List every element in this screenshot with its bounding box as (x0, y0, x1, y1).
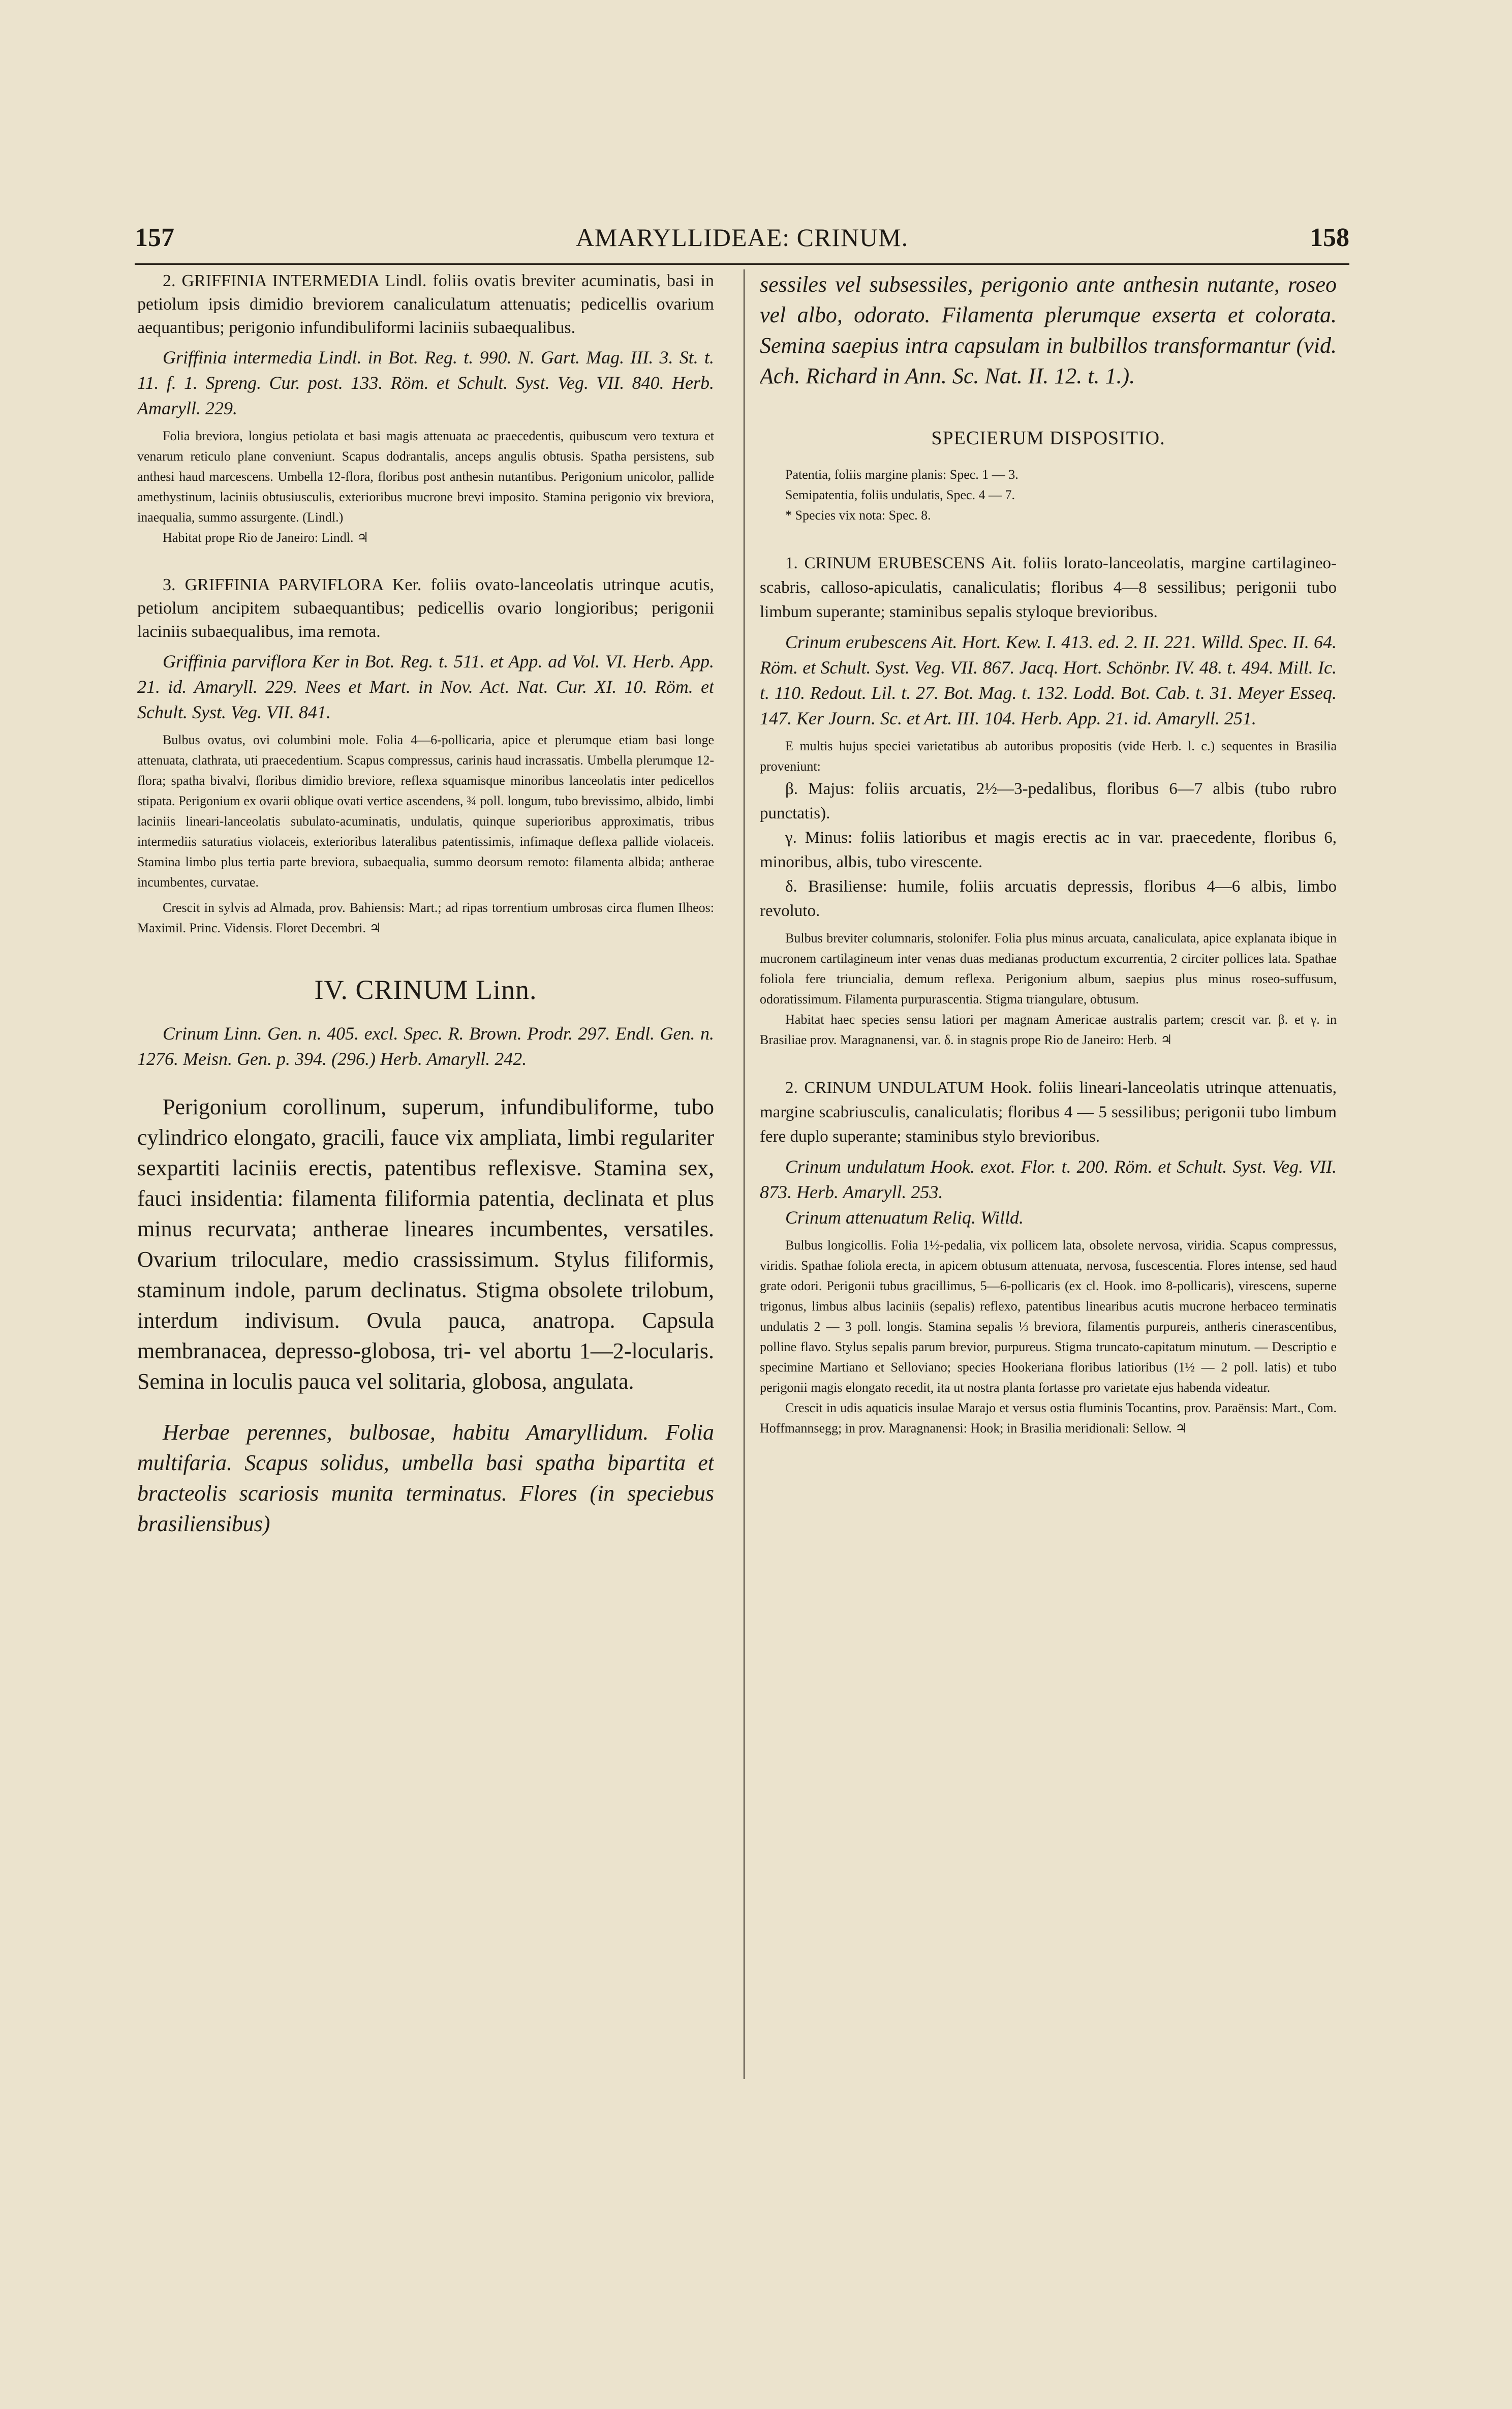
paragraph: 3. GRIFFINIA PARVIFLORA Ker. foliis ovato-lanceolatis utrinque acutis, petiolum ancipitem subaequantibus; pedicellis ovario longioribus; perigonii laciniis subaequalibus, ima remota. (137, 575, 714, 641)
paragraph: Bulbus breviter columnaris, stolonifer. Folia plus minus arcuata, canaliculata, apice explanata ibique in mucronem cartilagineum inter venas duas medianas productum excurrentia, 2 circiter pollices lata. Spathae foliola fere triuncialia, demum reflexa. Perigonium album, saepius plus minus roseo-suffusum, odoratissimum. Filamenta purpurascentia. Stigma triangulare, obtusum. (760, 931, 1337, 1007)
paragraph: Crinum attenuatum Reliq. Willd. (785, 1207, 1024, 1228)
column-divider (744, 269, 745, 2079)
section-heading: IV. CRINUM Linn. (314, 974, 537, 1005)
paragraph: 1. CRINUM ERUBESCENS Ait. foliis lorato-lanceolatis, margine cartilagineo-scabris, calloso-apiculatis, canaliculatis; floribus 4—8 sessilibus; perigonii tubo limbum superante; staminibus sepalis styloque brevioribus. (760, 554, 1337, 621)
paragraph: Griffinia parviflora Ker in Bot. Reg. t. 511. et App. ad Vol. VI. Herb. App. 21. id. Amaryll. 229. Nees et Mart. in Nov. Act. Nat. Cur. XI. 10. Röm. et Schult. Syst. Veg. VII. 841. (137, 651, 714, 722)
paragraph: Herbae perennes, bulbosae, habitu Amaryllidum. Folia multifaria. Scapus solidus, umbella basi spatha bipartita et bracteolis scariosis munita terminatus. Flores (in speciebus brasiliensibus) (137, 1420, 714, 1536)
paragraph: Bulbus ovatus, ovi columbini mole. Folia 4—6-pollicaria, apice et plerumque etiam basi longe attenuata, clathrata, uti praecedentium. Scapus compressus, carinis haud incrassatis. Umbella plerumque 12-flora; spatha bivalvi, floribus dimidio breviore, reflexa squamisque minoribus lanceolatis inter pedicellos stipata. Perigonium ex ovarii oblique ovati vertice ascendens, ¾ poll. longum, tubo brevissimo, albido, limbi laciniis lineari-lanceolatis subulato-acuminatis, undulatis, quinque superioribus approximatis, tribus intermediis saturatius violaceis, exterioribus lateralibus patentissimis, infimaque deflexa pallide violaceis. Stamina limbo plus tertia parte breviora, subaequalia, summo deorsum remoto: filamenta albida; antherae incumbentes, curvatae. (137, 733, 714, 890)
running-header (135, 223, 1349, 258)
paragraph: Crescit in sylvis ad Almada, prov. Bahiensis: Mart.; ad ripas torrentium umbrosas circa flumen Ilheos: Maximil. Princ. Vidensis. Floret Decembri. ♃ (137, 900, 714, 935)
paragraph: Patentia, foliis margine planis: Spec. 1 — 3. (785, 467, 1019, 482)
right-page-number: 158 (1310, 223, 1349, 252)
paragraph: δ. Brasiliense: humile, foliis arcuatis depressis, floribus 4—6 albis, limbo revoluto. (760, 877, 1337, 920)
header-rule (135, 263, 1349, 265)
paragraph: Crinum Linn. Gen. n. 405. excl. Spec. R. Brown. Prodr. 297. Endl. Gen. n. 1276. Meisn. Gen. p. 394. (296.) Herb. Amaryll. 242. (137, 1023, 714, 1069)
left-page-number: 157 (135, 223, 174, 252)
paragraph: 2. CRINUM UNDULATUM Hook. foliis lineari-lanceolatis utrinque attenuatis, margine scabriusculis, canaliculatis; floribus 4 — 5 sessilibus; perigonii tubo limbum fere duplo superante; staminibus stylo brevioribus. (760, 1079, 1337, 1146)
running-title: AMARYLLIDEAE: CRINUM. (575, 223, 909, 252)
paragraph: * Species vix nota: Spec. 8. (785, 508, 931, 523)
paragraph: Crinum undulatum Hook. exot. Flor. t. 200. Röm. et Schult. Syst. Veg. VII. 873. Herb. Amaryll. 253. (760, 1156, 1337, 1202)
paragraph: Semipatentia, foliis undulatis, Spec. 4 — 7. (785, 487, 1015, 502)
right-column (760, 269, 1337, 2242)
paragraph: Crinum erubescens Ait. Hort. Kew. I. 413. ed. 2. II. 221. Willd. Spec. II. 64. Röm. et Schult. Syst. Veg. VII. 867. Jacq. Hort. Schönbr. IV. 48. t. 494. Mill. Ic. t. 110. Redout. Lil. t. 27. Bot. Mag. t. 132. Lodd. Bot. Cab. t. 31. Meyer Esseq. 147. Ker Journ. Sc. et Art. III. 104. Herb. App. 21. id. Amaryll. 251. (760, 632, 1337, 728)
paragraph: Crescit in udis aquaticis insulae Marajo et versus ostia fluminis Tocantins, prov. Paraënsis: Mart., Com. Hoffmannsegg; in prov. Maragnanensi: Hook; in Brasilia meridionali: Sellow. ♃ (760, 1400, 1337, 1436)
paragraph: Habitat prope Rio de Janeiro: Lindl. ♃ (163, 530, 369, 545)
paragraph: 2. GRIFFINIA INTERMEDIA Lindl. foliis ovatis breviter acuminatis, basi in petiolum ipsis dimidio breviorem canaliculatum attenuatis; pedicellis ovarium aequantibus; perigonio infundibuliformi laciniis subaequalibus. (137, 271, 714, 337)
paragraph: Perigonium corollinum, superum, infundibuliforme, tubo cylindrico elongato, gracili, fauce vix ampliata, limbi regulariter sexpartiti laciniis erectis, patentibus reflexisve. Stamina sex, fauci insidentia: filamenta filiformia patentia, declinata et plus minus recurvata; antherae lineares incumbentes, versatiles. Ovarium triloculare, medio crassissimum. Stylus filiformis, staminum indole, parum declinatus. Stigma obsolete trilobum, interdum indivisum. Ovula pauca, anatropa. Capsula membranacea, depresso-globosa, tri- vel abortu 1—2-locularis. Semina in loculis pauca vel solitaria, globosa, angulata. (137, 1094, 714, 1394)
left-column (137, 269, 714, 2237)
paragraph: sessiles vel subsessiles, perigonio ante anthesin nutante, roseo vel albo, odorato. Filamenta plerumque exserta et colorata. Semina saepius intra capsulam in bulbillos transformantur (vid. Ach. Richard in Ann. Sc. Nat. II. 12. t. 1.). (760, 272, 1337, 388)
section-heading: SPECIERUM DISPOSITIO. (931, 428, 1165, 449)
paragraph: Folia breviora, longius petiolata et basi magis attenuata ac praecedentis, quibuscum vero textura et venarum reticulo plane conveniunt. Scapus dodrantalis, anceps angulis obtusis. Spatha persistens, sub anthesi haud marcescens. Umbella 12-flora, floribus post anthesin nutantibus. Perigonium unicolor, pallide amethystinum, laciniis obtusiusculis, exterioribus mucrone brevi imposito. Stamina perigonio vix breviora, inaequalia, summo assurgente. (Lindl.) (137, 429, 714, 525)
paragraph: Habitat haec species sensu latiori per magnam Americae australis partem; crescit var. β. et γ. in Brasiliae prov. Maragnanensi, var. δ. in stagnis prope Rio de Janeiro: Herb. ♃ (760, 1012, 1337, 1047)
paragraph: Bulbus longicollis. Folia 1½-pedalia, vix pollicem lata, obsolete nervosa, viridia. Scapus compressus, viridis. Spathae foliola erecta, in apicem obtusum attenuata, nervosa, fuscescentia. Flores intense, sed haud grate odori. Perigonii tubus gracillimus, 5—6-pollicaris (ex cl. Hook. imo 8-pollicaris), virescens, superne trigonus, limbus albus laciniis (sepalis) reflexo, patentibus linearibus acutis mucrone herbaceo terminatis undulatis 2 — 3 poll. longis. Stamina sepalis ⅓ breviora, filamentis purpureis, antheris cinerascentibus, polline flavo. Stylus sepalis parum brevior, purpureus. Stigma truncato-capitatum minutum. — Descriptio e specimine Martiano et Selloviano; species Hookeriana floribus latioribus (1½ — 2 poll. latis) et tubo perigonii magis elongato recedit, ita ut nostra planta fortasse pro varietate ejus habenda videatur. (760, 1238, 1337, 1395)
paragraph: Griffinia intermedia Lindl. in Bot. Reg. t. 990. N. Gart. Mag. III. 3. St. t. 11. f. 1. Spreng. Cur. post. 133. Röm. et Schult. Syst. Veg. VII. 840. Herb. Amaryll. 229. (137, 347, 714, 418)
paragraph: E multis hujus speciei varietatibus ab autoribus propositis (vide Herb. l. c.) sequentes in Brasilia proveniunt: (760, 739, 1337, 774)
paragraph: β. Majus: foliis arcuatis, 2½—3-pedalibus, floribus 6—7 albis (tubo rubro punctatis). (760, 780, 1337, 822)
paragraph: γ. Minus: foliis latioribus et magis erectis ac in var. praecedente, floribus 6, minoribus, albis, tubo virescente. (760, 829, 1337, 871)
